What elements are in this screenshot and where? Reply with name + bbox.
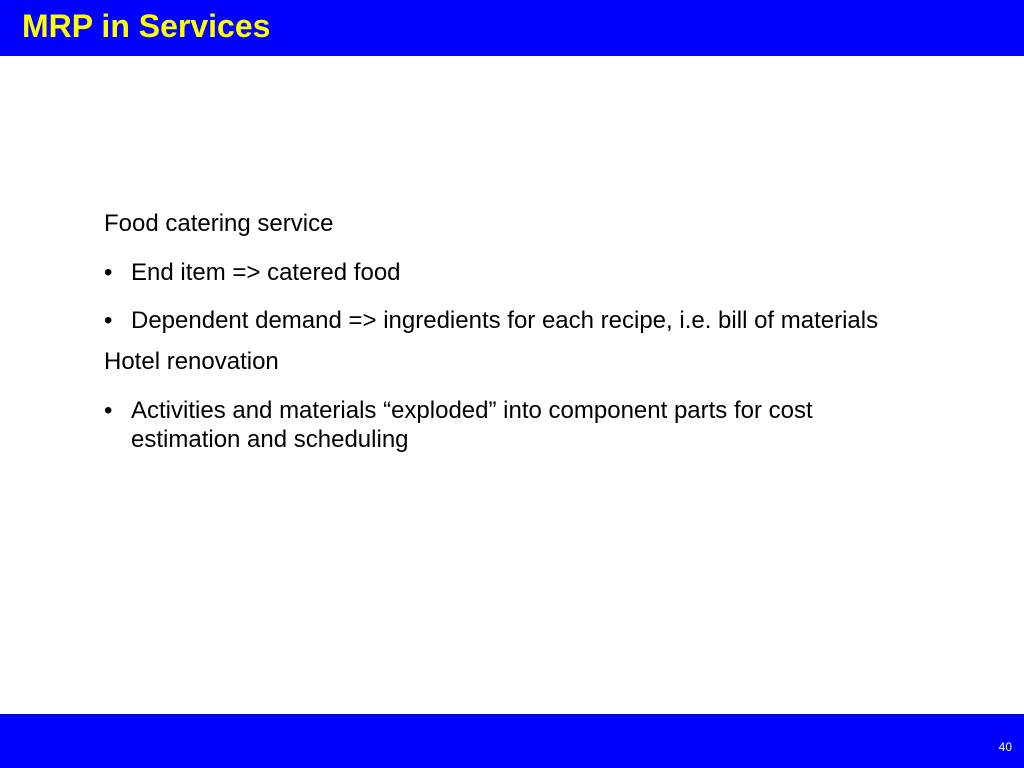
page-number: 40 — [998, 740, 1012, 754]
hotel-renovation-bullet-list — [104, 396, 924, 454]
bullet-item-end-item — [104, 258, 911, 287]
bullet-item-activities-materials — [104, 396, 911, 454]
bullet-text: Activities and materials “exploded” into component parts for cost estimation and scheduling — [131, 397, 813, 453]
slide-title: MRP in Services — [22, 8, 271, 44]
header-bar — [0, 0, 1024, 56]
food-catering-bullet-list — [104, 258, 924, 335]
footer-bar — [0, 714, 1024, 768]
bullet-item-dependent-demand — [104, 306, 911, 335]
section-heading-hotel-renovation: Hotel renovation — [104, 348, 279, 375]
section-heading-food-catering: Food catering service — [104, 210, 334, 237]
bullet-icon: • — [104, 307, 113, 334]
bullet-icon: • — [104, 397, 113, 424]
bullet-text: End item => catered food — [131, 259, 401, 286]
slide-content — [104, 209, 924, 454]
bullet-icon: • — [104, 259, 113, 286]
bullet-text: Dependent demand => ingredients for each recipe, i.e. bill of materials — [131, 307, 879, 334]
